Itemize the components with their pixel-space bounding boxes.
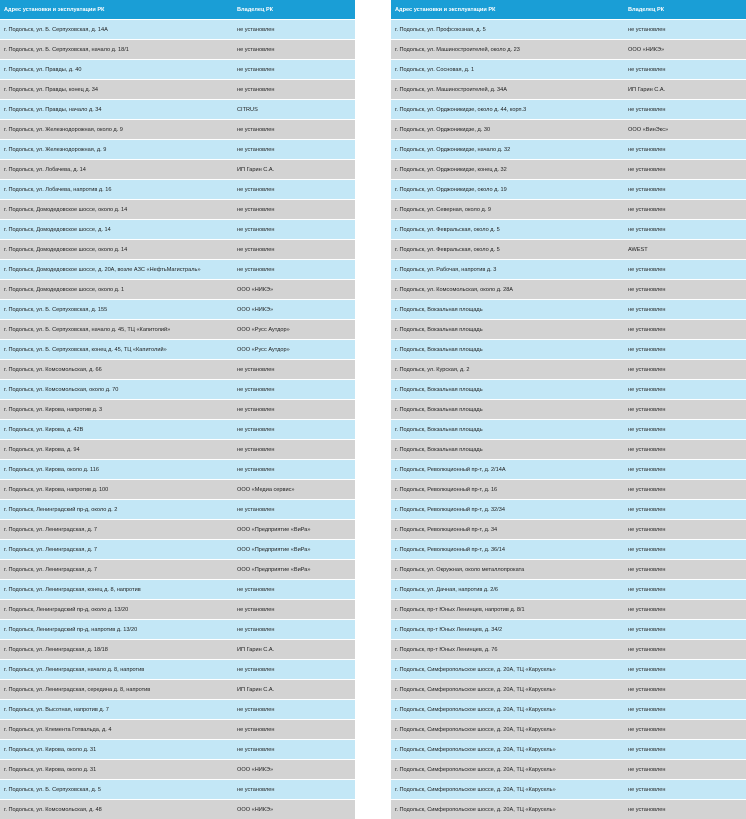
table-row <box>0 159 355 179</box>
owner-cell: ИП Гарин С.А. <box>237 686 275 693</box>
address-cell: г. Подольск, ул. Курская, д. 2 <box>395 366 470 373</box>
address-cell: г. Подольск, ул. Комсомольская, д. 48 <box>4 806 102 813</box>
owner-cell: не установлен <box>237 726 275 733</box>
owner-cell: ООО «НИКЭ» <box>237 306 274 313</box>
table-row <box>0 719 355 739</box>
table-row <box>391 679 746 699</box>
table-row <box>0 799 355 819</box>
owner-cell: не установлен <box>237 266 275 273</box>
table-row <box>0 659 355 679</box>
owner-cell: не установлен <box>628 646 666 653</box>
owner-cell: не установлен <box>237 86 275 93</box>
owner-cell: не установлен <box>628 746 666 753</box>
table-row <box>391 79 746 99</box>
address-cell: г. Подольск, ул. Б. Серпуховская, д. 155 <box>4 306 108 313</box>
table-row <box>0 139 355 159</box>
owner-cell: ИП Гарин С.А. <box>237 166 275 173</box>
table-row <box>0 459 355 479</box>
owner-cell: не установлен <box>628 626 666 633</box>
owner-cell: не установлен <box>628 686 666 693</box>
owner-cell: не установлен <box>237 586 275 593</box>
table-row <box>0 599 355 619</box>
table-row <box>391 219 746 239</box>
owner-cell: не установлен <box>628 426 666 433</box>
address-cell: г. Подольск, ул. Окружная, около металлопроката <box>395 566 525 573</box>
table-row <box>0 119 355 139</box>
address-cell: г. Подольск, Симферопольское шоссе, д. 20А, ТЦ «Карусель» <box>395 746 556 753</box>
table-row <box>0 379 355 399</box>
address-cell: г. Подольск, ул. Железнодорожная, д. 9 <box>4 146 107 153</box>
address-cell: г. Подольск, ул. Б. Серпуховская, начало д. 18/1 <box>4 46 129 53</box>
address-column-header: Адрес установки и эксплуатации РК <box>395 6 496 13</box>
table-row <box>391 619 746 639</box>
address-cell: г. Подольск, ул. Сосновая, д. 1 <box>395 66 475 73</box>
address-cell: г. Подольск, ул. Орджоникидзе, начало д. 32 <box>395 146 511 153</box>
owner-cell: не установлен <box>237 146 275 153</box>
address-cell: г. Подольск, ул. Февральская, около д. 5 <box>395 226 500 233</box>
address-cell: г. Подольск, ул. Ленинградская, начало д. 8, напротив <box>4 666 145 673</box>
table-row <box>391 259 746 279</box>
owner-cell: не установлен <box>628 526 666 533</box>
owner-cell: не установлен <box>628 206 666 213</box>
table-row <box>391 739 746 759</box>
table-row <box>391 199 746 219</box>
table-row <box>0 699 355 719</box>
table-row <box>0 339 355 359</box>
table-row <box>391 179 746 199</box>
table-row <box>0 299 355 319</box>
table-row <box>0 279 355 299</box>
owner-cell: не установлен <box>237 66 275 73</box>
table-row <box>391 359 746 379</box>
address-cell: г. Подольск, ул. Кирова, около д. 31 <box>4 766 97 773</box>
address-cell: г. Подольск, Симферопольское шоссе, д. 20А, ТЦ «Карусель» <box>395 706 556 713</box>
table-row <box>0 199 355 219</box>
owner-cell: не установлен <box>628 406 666 413</box>
owner-cell: не установлен <box>628 606 666 613</box>
owner-cell: не установлен <box>237 786 275 793</box>
owner-cell: ООО «Предприятие «ВиРа» <box>237 526 311 533</box>
table-row <box>0 259 355 279</box>
right-table <box>391 0 746 813</box>
table-row <box>391 699 746 719</box>
right-table-header <box>391 0 746 19</box>
owner-cell: не установлен <box>237 206 275 213</box>
owner-cell: не установлен <box>237 666 275 673</box>
address-cell: г. Подольск, ул. Высотная, напротив д. 7 <box>4 706 109 713</box>
owner-cell: не установлен <box>628 26 666 33</box>
address-cell: г. Подольск, ул. Правды, начало д. 34 <box>4 106 102 113</box>
address-cell: г. Подольск, ул. Лобачева, напротив д. 16 <box>4 186 112 193</box>
owner-cell: ООО «Русс Аутдор» <box>237 346 290 353</box>
table-row <box>0 759 355 779</box>
address-cell: г. Подольск, ул. Профсоюзная, д. 5 <box>395 26 486 33</box>
owner-cell: не установлен <box>628 726 666 733</box>
owner-cell: не установлен <box>628 546 666 553</box>
table-row <box>0 179 355 199</box>
address-cell: г. Подольск, ул. Комсомольская, около д. 28А <box>395 286 514 293</box>
owner-cell: не установлен <box>628 586 666 593</box>
owner-cell: не установлен <box>237 506 275 513</box>
address-cell: г. Подольск, ул. Кирова, д. 42В <box>4 426 84 433</box>
address-cell: г. Подольск, Революционный пр-т, д. 36/14 <box>395 546 505 553</box>
owner-cell: не установлен <box>628 506 666 513</box>
owner-cell: не установлен <box>237 746 275 753</box>
owner-cell: не установлен <box>628 766 666 773</box>
owner-cell: не установлен <box>237 426 275 433</box>
address-cell: г. Подольск, Симферопольское шоссе, д. 20А, ТЦ «Карусель» <box>395 666 556 673</box>
address-cell: г. Подольск, Революционный пр-т, д. 2/14А <box>395 466 506 473</box>
address-cell: г. Подольск, ул. Кирова, около д. 116 <box>4 466 99 473</box>
owner-column-header: Владелец РК <box>237 6 274 13</box>
table-row <box>391 319 746 339</box>
table-row <box>391 39 746 59</box>
table-row <box>391 519 746 539</box>
owner-cell: не установлен <box>628 166 666 173</box>
owner-cell: CITRUS <box>237 106 258 113</box>
table-row <box>391 159 746 179</box>
owner-cell: ООО «Предприятие «ВиРа» <box>237 546 311 553</box>
table-row <box>391 759 746 779</box>
owner-cell: ООО «Медиа сервис» <box>237 486 295 493</box>
table-row <box>391 119 746 139</box>
owner-cell: не установлен <box>628 286 666 293</box>
owner-cell: не установлен <box>237 366 275 373</box>
address-cell: г. Подольск, ул. Лобачева, д. 14 <box>4 166 86 173</box>
owner-cell: ИП Гарин С.А. <box>628 86 666 93</box>
table-row <box>391 279 746 299</box>
table-row <box>0 779 355 799</box>
address-cell: г. Подольск, Вокзальная площадь <box>395 426 483 433</box>
table-row <box>0 419 355 439</box>
address-cell: г. Подольск, ул. Ленинградская, конец д. 8, напротив <box>4 586 141 593</box>
address-cell: г. Подольск, Домодедовское шоссе, около д. 1 <box>4 286 125 293</box>
address-cell: г. Подольск, ул. Машиностроителей, около д. 23 <box>395 46 520 53</box>
address-cell: г. Подольск, ул. Б. Серпуховская, начало д. 45, ТЦ «Капитолий» <box>4 326 171 333</box>
address-cell: г. Подольск, ул. Орджоникидзе, д. 30 <box>395 126 491 133</box>
address-cell: г. Подольск, ул. Орджоникидзе, конец д. 32 <box>395 166 507 173</box>
address-cell: г. Подольск, ул. Комсомольская, около д. 70 <box>4 386 119 393</box>
address-cell: г. Подольск, Симферопольское шоссе, д. 20А, ТЦ «Карусель» <box>395 726 556 733</box>
table-row <box>0 479 355 499</box>
owner-cell: не установлен <box>628 346 666 353</box>
address-cell: г. Подольск, Вокзальная площадь <box>395 346 483 353</box>
address-cell: г. Подольск, ул. Рабочая, напротив д. 3 <box>395 266 497 273</box>
address-cell: г. Подольск, ул. Правды, д. 40 <box>4 66 82 73</box>
address-cell: г. Подольск, Домодедовское шоссе, д. 14 <box>4 226 111 233</box>
address-cell: г. Подольск, ул. Правды, конец д. 34 <box>4 86 99 93</box>
address-cell: г. Подольск, Симферопольское шоссе, д. 20А, ТЦ «Карусель» <box>395 686 556 693</box>
address-cell: г. Подольск, ул. Ленинградская, середина д. 8, напротив <box>4 686 151 693</box>
address-cell: г. Подольск, Вокзальная площадь <box>395 446 483 453</box>
owner-cell: не установлен <box>628 666 666 673</box>
table-row <box>391 379 746 399</box>
address-cell: г. Подольск, Симферопольское шоссе, д. 20А, ТЦ «Карусель» <box>395 786 556 793</box>
address-cell: г. Подольск, Симферопольское шоссе, д. 20А, ТЦ «Карусель» <box>395 806 556 813</box>
table-row <box>391 239 746 259</box>
address-cell: г. Подольск, Ленинградский пр-д, около д. 2 <box>4 506 118 513</box>
address-cell: г. Подольск, ул. Орджоникидзе, около д. 44, корп.3 <box>395 106 527 113</box>
owner-cell: не установлен <box>237 626 275 633</box>
table-row <box>0 39 355 59</box>
table-row <box>391 399 746 419</box>
address-cell: г. Подольск, ул. Кирова, д. 94 <box>4 446 80 453</box>
table-row <box>391 419 746 439</box>
table-row <box>0 99 355 119</box>
table-row <box>391 579 746 599</box>
owner-cell: не установлен <box>628 706 666 713</box>
left-table-body <box>0 19 355 819</box>
address-cell: г. Подольск, ул. Б. Серпуховская, конец д. 45, ТЦ «Капитолий» <box>4 346 167 353</box>
owner-cell: не установлен <box>628 66 666 73</box>
table-row <box>391 299 746 319</box>
owner-cell: не установлен <box>237 246 275 253</box>
owner-cell: не установлен <box>628 566 666 573</box>
owner-cell: не установлен <box>237 126 275 133</box>
table-row <box>391 779 746 799</box>
table-row <box>0 519 355 539</box>
table-row <box>0 739 355 759</box>
address-cell: г. Подольск, Вокзальная площадь <box>395 326 483 333</box>
table-row <box>391 499 746 519</box>
right-table-body <box>391 19 746 819</box>
owner-cell: не установлен <box>237 446 275 453</box>
left-table <box>0 0 355 813</box>
address-cell: г. Подольск, ул. Железнодорожная, около д. 9 <box>4 126 123 133</box>
table-row <box>391 799 746 819</box>
address-cell: г. Подольск, ул. Машиностроителей, д. 34А <box>395 86 508 93</box>
owner-cell: ООО «НИКЭ» <box>237 766 274 773</box>
owner-cell: не установлен <box>237 186 275 193</box>
address-cell: г. Подольск, пр-т Юных Ленинцев, д. 34/2 <box>395 626 503 633</box>
address-cell: г. Подольск, Ленинградский пр-д, напротив д. 13/20 <box>4 626 138 633</box>
address-cell: г. Подольск, Вокзальная площадь <box>395 406 483 413</box>
owner-cell: не установлен <box>628 146 666 153</box>
table-row <box>391 59 746 79</box>
address-cell: г. Подольск, Симферопольское шоссе, д. 20А, ТЦ «Карусель» <box>395 766 556 773</box>
owner-cell: AWEST <box>628 246 648 253</box>
owner-cell: ИП Гарин С.А. <box>237 646 275 653</box>
address-cell: г. Подольск, ул. Кирова, напротив д. 100 <box>4 486 109 493</box>
table-row <box>0 619 355 639</box>
owner-cell: не установлен <box>237 606 275 613</box>
address-cell: г. Подольск, ул. Кирова, напротив д. 3 <box>4 406 103 413</box>
owner-cell: не установлен <box>237 26 275 33</box>
table-row <box>391 139 746 159</box>
address-cell: г. Подольск, ул. Дачная, напротив д. 2/6 <box>395 586 499 593</box>
table-row <box>0 79 355 99</box>
address-cell: г. Подольск, Домодедовское шоссе, около д. 14 <box>4 206 128 213</box>
owner-column-header: Владелец РК <box>628 6 665 13</box>
owner-cell: не установлен <box>237 226 275 233</box>
table-row <box>0 399 355 419</box>
owner-cell: не установлен <box>628 226 666 233</box>
table-row <box>0 679 355 699</box>
owner-cell: не установлен <box>628 466 666 473</box>
address-cell: г. Подольск, ул. Б. Серпуховская, д. 14А <box>4 26 108 33</box>
owner-cell: ООО «НИКЭ» <box>237 806 274 813</box>
table-row <box>0 539 355 559</box>
table-row <box>391 719 746 739</box>
owner-cell: ООО «ВинЭкс» <box>628 126 669 133</box>
address-cell: г. Подольск, ул. Ленинградская, д. 7 <box>4 546 98 553</box>
address-cell: г. Подольск, ул. Клемента Готвальда, д. 4 <box>4 726 112 733</box>
owner-cell: не установлен <box>237 386 275 393</box>
table-row <box>391 559 746 579</box>
address-cell: г. Подольск, пр-т Юных Ленинцев, д. 76 <box>395 646 498 653</box>
table-row <box>0 19 355 39</box>
owner-cell: не установлен <box>237 706 275 713</box>
owner-cell: не установлен <box>628 266 666 273</box>
table-row <box>391 459 746 479</box>
table-row <box>0 319 355 339</box>
address-cell: г. Подольск, ул. Орджоникидзе, около д. 19 <box>395 186 507 193</box>
address-cell: г. Подольск, ул. Кирова, около д. 31 <box>4 746 97 753</box>
owner-cell: ООО «Русс Аутдор» <box>237 326 290 333</box>
left-table-header <box>0 0 355 19</box>
address-cell: г. Подольск, ул. Февральская, около д. 5 <box>395 246 500 253</box>
owner-cell: не установлен <box>237 406 275 413</box>
owner-cell: ООО «Предприятие «ВиРа» <box>237 566 311 573</box>
table-row <box>0 59 355 79</box>
owner-cell: не установлен <box>628 106 666 113</box>
owner-cell: ООО «НИКЭ» <box>628 46 665 53</box>
owner-cell: не установлен <box>628 306 666 313</box>
address-cell: г. Подольск, пр-т Юных Ленинцев, напротив д. 8/1 <box>395 606 525 613</box>
owner-cell: не установлен <box>628 326 666 333</box>
address-cell: г. Подольск, Революционный пр-т, д. 16 <box>395 486 498 493</box>
address-cell: г. Подольск, Домодедовское шоссе, около д. 14 <box>4 246 128 253</box>
address-cell: г. Подольск, Ленинградский пр-д, около д. 13/20 <box>4 606 129 613</box>
table-row <box>0 499 355 519</box>
address-cell: г. Подольск, ул. Ленинградская, д. 7 <box>4 526 98 533</box>
owner-cell: не установлен <box>237 466 275 473</box>
address-cell: г. Подольск, Вокзальная площадь <box>395 386 483 393</box>
address-cell: г. Подольск, Домодедовское шоссе, д. 20А, возле АЗС «НефтьМагистраль» <box>4 266 201 273</box>
owner-cell: не установлен <box>628 186 666 193</box>
table-row <box>391 479 746 499</box>
table-row <box>0 439 355 459</box>
owner-cell: ООО «НИКЭ» <box>237 286 274 293</box>
address-column-header: Адрес установки и эксплуатации РК <box>4 6 105 13</box>
table-row <box>391 539 746 559</box>
owner-cell: не установлен <box>628 786 666 793</box>
owner-cell: не установлен <box>237 46 275 53</box>
table-row <box>0 579 355 599</box>
address-cell: г. Подольск, ул. Ленинградская, д. 18/18 <box>4 646 108 653</box>
owner-cell: не установлен <box>628 806 666 813</box>
table-row <box>391 339 746 359</box>
table-row <box>0 359 355 379</box>
table-row <box>391 599 746 619</box>
owner-cell: не установлен <box>628 366 666 373</box>
address-cell: г. Подольск, Вокзальная площадь <box>395 306 483 313</box>
owner-cell: не установлен <box>628 386 666 393</box>
address-cell: г. Подольск, ул. Б. Серпуховская, д. 5 <box>4 786 102 793</box>
table-row <box>391 19 746 39</box>
table-row <box>0 639 355 659</box>
owner-cell: не установлен <box>628 486 666 493</box>
address-cell: г. Подольск, Революционный пр-т, д. 32/34 <box>395 506 505 513</box>
address-cell: г. Подольск, ул. Ленинградская, д. 7 <box>4 566 98 573</box>
address-cell: г. Подольск, ул. Северная, около д. 9 <box>395 206 492 213</box>
table-row <box>0 219 355 239</box>
table-row <box>0 559 355 579</box>
address-cell: г. Подольск, ул. Комсомольская, д. 66 <box>4 366 102 373</box>
table-row <box>391 99 746 119</box>
address-cell: г. Подольск, Революционный пр-т, д. 34 <box>395 526 498 533</box>
owner-cell: не установлен <box>628 446 666 453</box>
table-row <box>391 639 746 659</box>
table-row <box>391 439 746 459</box>
table-row <box>391 659 746 679</box>
table-row <box>0 239 355 259</box>
